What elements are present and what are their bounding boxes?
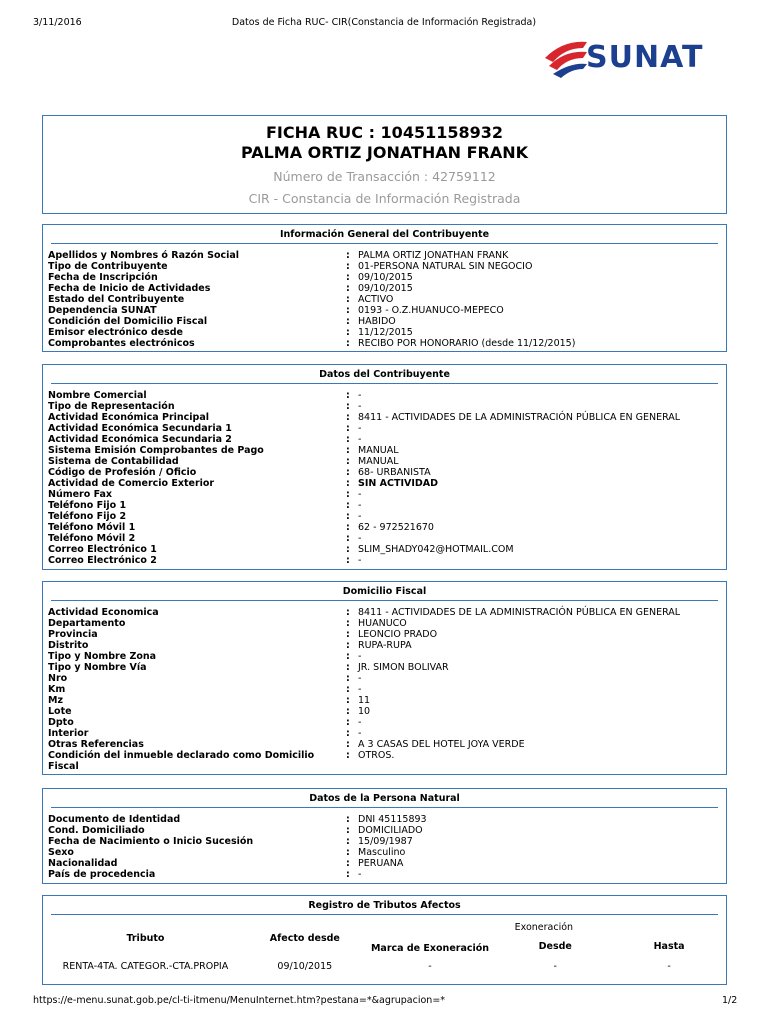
field-label: Mz [48, 695, 63, 706]
field-label: Emisor electrónico desde [48, 327, 183, 338]
field-separator: : [346, 651, 350, 662]
field-separator: : [346, 390, 350, 401]
field-label: Número Fax [48, 489, 113, 500]
field-row [48, 250, 726, 261]
col-marca-exoneracion: Marca de Exoneración [370, 943, 490, 954]
field-value: 09/10/2015 [358, 283, 413, 294]
field-value: OTROS. [358, 750, 395, 761]
contribuyente-section [42, 364, 727, 570]
field-separator: : [346, 662, 350, 673]
field-row [48, 316, 726, 327]
field-value: HUANUCO [358, 618, 407, 629]
ficha-taxpayer-name: PALMA ORTIZ JONATHAN FRANK [240, 143, 529, 162]
field-label: Distrito [48, 640, 89, 651]
print-header-title: Datos de Ficha RUC- CIR(Constancia de Información Registrada) [231, 17, 537, 28]
field-row [48, 836, 726, 847]
field-value: RECIBO POR HONORARIO (desde 11/12/2015) [358, 338, 576, 349]
field-separator: : [346, 728, 350, 739]
section-title: Domicilio Fiscal [51, 584, 718, 601]
field-row-continuation [48, 761, 726, 772]
field-label: Sistema de Contabilidad [48, 456, 179, 467]
field-label: Correo Electrónico 1 [48, 544, 157, 555]
field-row [48, 478, 726, 489]
field-row [48, 283, 726, 294]
field-separator: : [346, 684, 350, 695]
field-separator: : [346, 261, 350, 272]
hasta-cell: - [667, 960, 671, 972]
field-label: Tipo de Contribuyente [48, 261, 168, 272]
field-row [48, 533, 726, 544]
field-row [48, 500, 726, 511]
field-row [48, 858, 726, 869]
field-row [48, 869, 726, 880]
field-row [48, 390, 726, 401]
field-row [48, 750, 726, 761]
field-label: Teléfono Móvil 2 [48, 533, 136, 544]
field-value: - [358, 728, 362, 739]
field-value: 01-PERSONA NATURAL SIN NEGOCIO [358, 261, 533, 272]
field-value: DNI 45115893 [358, 814, 427, 825]
ficha-ruc-number: FICHA RUC : 10451158932 [265, 123, 504, 142]
field-row [48, 673, 726, 684]
field-row [48, 706, 726, 717]
field-separator: : [346, 706, 350, 717]
field-value: - [358, 401, 362, 412]
field-label: Comprobantes electrónicos [48, 338, 195, 349]
field-row [48, 717, 726, 728]
field-label: Actividad de Comercio Exterior [48, 478, 215, 489]
persona-rows [43, 808, 726, 880]
desde-cell: - [553, 960, 557, 972]
field-separator: : [346, 478, 350, 489]
field-separator: : [346, 434, 350, 445]
field-row [48, 294, 726, 305]
field-separator: : [346, 250, 350, 261]
field-label: País de procedencia [48, 869, 156, 880]
field-label: Actividad Económica Secundaria 2 [48, 434, 232, 445]
field-row [48, 825, 726, 836]
field-separator: : [346, 500, 350, 511]
field-label: Lote [48, 706, 72, 717]
section-title: Registro de Tributos Afectos [51, 898, 718, 915]
field-label: Teléfono Móvil 1 [48, 522, 136, 533]
field-value: - [358, 390, 362, 401]
field-value: 8411 - ACTIVIDADES DE LA ADMINISTRACIÓN PÚBLICA EN GENERAL [358, 607, 681, 618]
sunat-logo-text: SUNAT [586, 40, 704, 75]
field-row [48, 338, 726, 349]
field-label: Estado del Contribuyente [48, 294, 185, 305]
field-separator: : [346, 640, 350, 651]
field-value: SLIM_SHADY042@HOTMAIL.COM [358, 544, 514, 555]
field-label: Tipo de Representación [48, 401, 175, 412]
field-row [48, 544, 726, 555]
field-label: Documento de Identidad [48, 814, 181, 825]
field-value: 11/12/2015 [358, 327, 413, 338]
field-value: PERUANA [358, 858, 404, 869]
field-separator: : [346, 511, 350, 522]
field-label: Actividad Económica Secundaria 1 [48, 423, 232, 434]
field-separator: : [346, 456, 350, 467]
domicilio-rows [43, 601, 726, 772]
field-row [48, 434, 726, 445]
field-label: Nro [48, 673, 68, 684]
field-separator: : [346, 338, 350, 349]
field-separator: : [346, 847, 350, 858]
section-title: Datos del Contribuyente [51, 367, 718, 384]
field-separator: : [346, 544, 350, 555]
field-label: Dpto [48, 717, 74, 728]
field-label: Actividad Económica Principal [48, 412, 210, 423]
field-label: Teléfono Fijo 2 [48, 511, 127, 522]
field-value: - [358, 511, 362, 522]
field-row [48, 847, 726, 858]
field-row [48, 511, 726, 522]
field-value: MANUAL [358, 445, 399, 456]
persona-section [42, 788, 727, 884]
field-label: Nacionalidad [48, 858, 118, 869]
field-value: - [358, 869, 362, 880]
field-value: PALMA ORTIZ JONATHAN FRANK [358, 250, 509, 261]
field-row [48, 401, 726, 412]
field-separator: : [346, 858, 350, 869]
field-separator: : [346, 836, 350, 847]
field-separator: : [346, 305, 350, 316]
field-row [48, 467, 726, 478]
field-label: Interior [48, 728, 89, 739]
field-row [48, 728, 726, 739]
field-separator: : [346, 717, 350, 728]
field-value: - [358, 555, 362, 566]
field-row [48, 489, 726, 500]
field-row [48, 327, 726, 338]
transaction-number: Número de Transacción : 42759112 [273, 169, 496, 184]
field-value: 8411 - ACTIVIDADES DE LA ADMINISTRACIÓN PÚBLICA EN GENERAL [358, 412, 681, 423]
field-separator: : [346, 695, 350, 706]
field-value: - [358, 489, 362, 500]
field-label: Sistema Emisión Comprobantes de Pago [48, 445, 264, 456]
afecto-cell: 09/10/2015 [277, 960, 333, 972]
print-footer-page: 1/2 [722, 995, 738, 1006]
cir-subtitle: CIR - Constancia de Información Registrada [248, 191, 521, 206]
field-separator: : [346, 272, 350, 283]
field-row [48, 814, 726, 825]
field-value: 62 - 972521670 [358, 522, 434, 533]
ficha-ruc-box [42, 115, 727, 214]
field-separator: : [346, 283, 350, 294]
field-label: Correo Electrónico 2 [48, 555, 157, 566]
field-separator: : [346, 467, 350, 478]
field-separator: : [346, 423, 350, 434]
field-separator: : [346, 294, 350, 305]
field-row [48, 272, 726, 283]
col-afecto-desde: Afecto desde [269, 933, 340, 944]
field-value: Masculino [358, 847, 406, 858]
field-label: Provincia [48, 629, 98, 640]
field-value: MANUAL [358, 456, 399, 467]
col-desde: Desde [538, 940, 572, 952]
print-header-date: 3/11/2016 [33, 17, 82, 28]
field-separator: : [346, 533, 350, 544]
field-value: 10 [358, 706, 371, 717]
field-row [48, 456, 726, 467]
field-label: Nombre Comercial [48, 390, 147, 401]
field-row [48, 412, 726, 423]
field-label: Teléfono Fijo 1 [48, 500, 127, 511]
field-row [48, 555, 726, 566]
field-label: Apellidos y Nombres ó Razón Social [48, 250, 240, 261]
field-separator: : [346, 522, 350, 533]
field-label: Dependencia SUNAT [48, 305, 157, 316]
field-label: Fiscal [48, 761, 79, 772]
general-info-rows [43, 244, 726, 349]
tributo-cell: RENTA-4TA. CATEGOR.-CTA.PROPIA [62, 960, 229, 972]
field-row [48, 629, 726, 640]
field-row [48, 423, 726, 434]
field-value: - [358, 533, 362, 544]
field-label: Fecha de Nacimiento o Inicio Sucesión [48, 836, 254, 847]
field-label: Condición del inmueble declarado como Domicilio [48, 750, 315, 761]
field-separator: : [346, 489, 350, 500]
field-row [48, 305, 726, 316]
field-row [48, 445, 726, 456]
field-separator: : [346, 739, 350, 750]
field-label: Cond. Domiciliado [48, 825, 145, 836]
field-value: 15/09/1987 [358, 836, 413, 847]
field-value: 09/10/2015 [358, 272, 413, 283]
tributos-table [43, 915, 726, 973]
contribuyente-rows [43, 384, 726, 566]
field-separator: : [346, 629, 350, 640]
field-value: - [358, 717, 362, 728]
field-row [48, 651, 726, 662]
field-value: A 3 CASAS DEL HOTEL JOYA VERDE [358, 739, 525, 750]
field-row [48, 618, 726, 629]
tributos-section [42, 895, 727, 985]
marca-cell: - [428, 960, 432, 972]
field-separator: : [346, 750, 350, 761]
field-separator: : [346, 814, 350, 825]
field-label: Condición del Domicilio Fiscal [48, 316, 208, 327]
field-value: HABIDO [358, 316, 396, 327]
field-label: Otras Referencias [48, 739, 144, 750]
field-separator: : [346, 618, 350, 629]
field-row [48, 522, 726, 533]
field-label: Sexo [48, 847, 74, 858]
field-row [48, 739, 726, 750]
field-value: - [358, 434, 362, 445]
section-title: Información General del Contribuyente [51, 227, 718, 244]
field-value: ACTIVO [358, 294, 394, 305]
field-label: Fecha de Inscripción [48, 272, 158, 283]
field-separator: : [346, 673, 350, 684]
field-separator: : [346, 401, 350, 412]
field-value: DOMICILIADO [358, 825, 423, 836]
domicilio-section [42, 581, 727, 775]
field-value: RUPA-RUPA [358, 640, 412, 651]
field-row [48, 684, 726, 695]
field-separator: : [346, 825, 350, 836]
field-separator: : [346, 327, 350, 338]
field-label: Actividad Economica [48, 607, 159, 618]
field-separator: : [346, 445, 350, 456]
field-value: 11 [358, 695, 371, 706]
field-value: JR. SIMON BOLIVAR [358, 662, 449, 673]
field-separator: : [346, 607, 350, 618]
field-separator: : [346, 555, 350, 566]
field-label: Tipo y Nombre Zona [48, 651, 157, 662]
field-value: - [358, 651, 362, 662]
field-separator: : [346, 412, 350, 423]
print-footer-url: https://e-menu.sunat.gob.pe/cl-ti-itmenu/MenuInternet.htm?pestana=*&agrupacion=* [33, 995, 446, 1006]
field-separator: : [346, 869, 350, 880]
field-label: Tipo y Nombre Vía [48, 662, 147, 673]
field-value: 0193 - O.Z.HUANUCO-MEPECO [358, 305, 504, 316]
field-label: Departamento [48, 618, 126, 629]
field-row [48, 261, 726, 272]
col-tributo: Tributo [126, 933, 165, 944]
field-value: - [358, 500, 362, 511]
general-info-section [42, 224, 727, 352]
col-hasta: Hasta [653, 940, 685, 952]
field-row [48, 662, 726, 673]
field-value: SIN ACTIVIDAD [358, 478, 438, 489]
field-separator: : [346, 316, 350, 327]
field-label: Código de Profesión / Oficio [48, 467, 197, 478]
field-value: - [358, 673, 362, 684]
field-label: Km [48, 684, 66, 695]
col-exoneracion: Exoneración [514, 922, 574, 933]
field-label: Fecha de Inicio de Actividades [48, 283, 211, 294]
field-value: LEONCIO PRADO [358, 629, 438, 640]
field-row [48, 695, 726, 706]
field-row [48, 640, 726, 651]
field-value: - [358, 423, 362, 434]
field-value: - [358, 684, 362, 695]
section-title: Datos de la Persona Natural [51, 791, 718, 808]
field-value: 68- URBANISTA [358, 467, 431, 478]
field-row [48, 607, 726, 618]
